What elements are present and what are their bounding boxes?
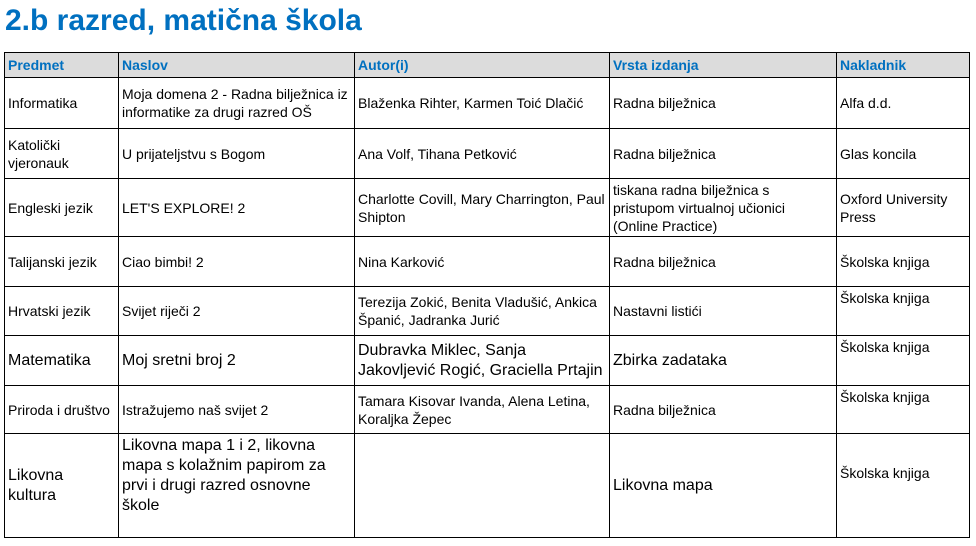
cell-authors: Ana Volf, Tihana Petković — [355, 129, 610, 179]
cell-authors: Dubravka Miklec, Sanja Jakovljević Rogić, Graciella Prtajin — [355, 336, 610, 386]
cell-subject: Engleski jezik — [5, 179, 119, 237]
cell-edition-type: Likovna mapa — [610, 434, 837, 538]
cell-title: Moja domena 2 - Radna bilježnica iz informatike za drugi razred OŠ — [119, 78, 355, 129]
cell-publisher: Školska knjiga — [837, 237, 970, 287]
cell-title: LET'S EXPLORE! 2 — [119, 179, 355, 237]
header-subject: Predmet — [5, 53, 119, 78]
header-authors: Autor(i) — [355, 53, 610, 78]
cell-authors: Blaženka Rihter, Karmen Toić Dlačić — [355, 78, 610, 129]
textbook-table — [4, 52, 970, 538]
cell-publisher: Oxford University Press — [837, 179, 970, 237]
cell-subject: Katolički vjeronauk — [5, 129, 119, 179]
cell-title: Ciao bimbi! 2 — [119, 237, 355, 287]
cell-publisher: Školska knjiga — [837, 287, 970, 336]
cell-publisher: Školska knjiga — [837, 336, 970, 386]
cell-title: Istražujemo naš svijet 2 — [119, 386, 355, 434]
table-row — [5, 287, 970, 336]
cell-title: Moj sretni broj 2 — [119, 336, 355, 386]
cell-authors — [355, 434, 610, 538]
cell-authors: Charlotte Covill, Mary Charrington, Paul Shipton — [355, 179, 610, 237]
cell-edition-type: Radna bilježnica — [610, 386, 837, 434]
cell-edition-type: Zbirka zadataka — [610, 336, 837, 386]
cell-authors: Tamara Kisovar Ivanda, Alena Letina, Koraljka Žepec — [355, 386, 610, 434]
table-header-row — [5, 53, 970, 78]
cell-edition-type: Nastavni listići — [610, 287, 837, 336]
cell-subject: Informatika — [5, 78, 119, 129]
cell-title: U prijateljstvu s Bogom — [119, 129, 355, 179]
cell-subject: Talijanski jezik — [5, 237, 119, 287]
cell-publisher: Glas koncila — [837, 129, 970, 179]
cell-edition-type: tiskana radna bilježnica s pristupom virtualnoj učionici (Online Practice) — [610, 179, 837, 237]
table-row — [5, 78, 970, 129]
table-row — [5, 386, 970, 434]
cell-edition-type: Radna bilježnica — [610, 237, 837, 287]
cell-subject: Likovna kultura — [5, 434, 119, 538]
cell-subject: Priroda i društvo — [5, 386, 119, 434]
table-row — [5, 129, 970, 179]
header-edition-type: Vrsta izdanja — [610, 53, 837, 78]
page-title: 2.b razred, matična škola — [5, 4, 362, 37]
cell-authors: Nina Karković — [355, 237, 610, 287]
cell-publisher: Alfa d.d. — [837, 78, 970, 129]
header-title: Naslov — [119, 53, 355, 78]
cell-publisher: Školska knjiga — [837, 434, 970, 538]
cell-authors: Terezija Zokić, Benita Vladušić, Ankica Španić, Jadranka Jurić — [355, 287, 610, 336]
cell-edition-type: Radna bilježnica — [610, 129, 837, 179]
cell-title: Svijet riječi 2 — [119, 287, 355, 336]
cell-subject: Matematika — [5, 336, 119, 386]
table-row — [5, 237, 970, 287]
table-row — [5, 179, 970, 237]
cell-edition-type: Radna bilježnica — [610, 78, 837, 129]
table-row — [5, 336, 970, 386]
cell-subject: Hrvatski jezik — [5, 287, 119, 336]
table-row — [5, 434, 970, 538]
cell-publisher: Školska knjiga — [837, 386, 970, 434]
cell-title: Likovna mapa 1 i 2, likovna mapa s kolažnim papirom za prvi i drugi razred osnovne škole — [119, 434, 355, 538]
header-publisher: Nakladnik — [837, 53, 970, 78]
